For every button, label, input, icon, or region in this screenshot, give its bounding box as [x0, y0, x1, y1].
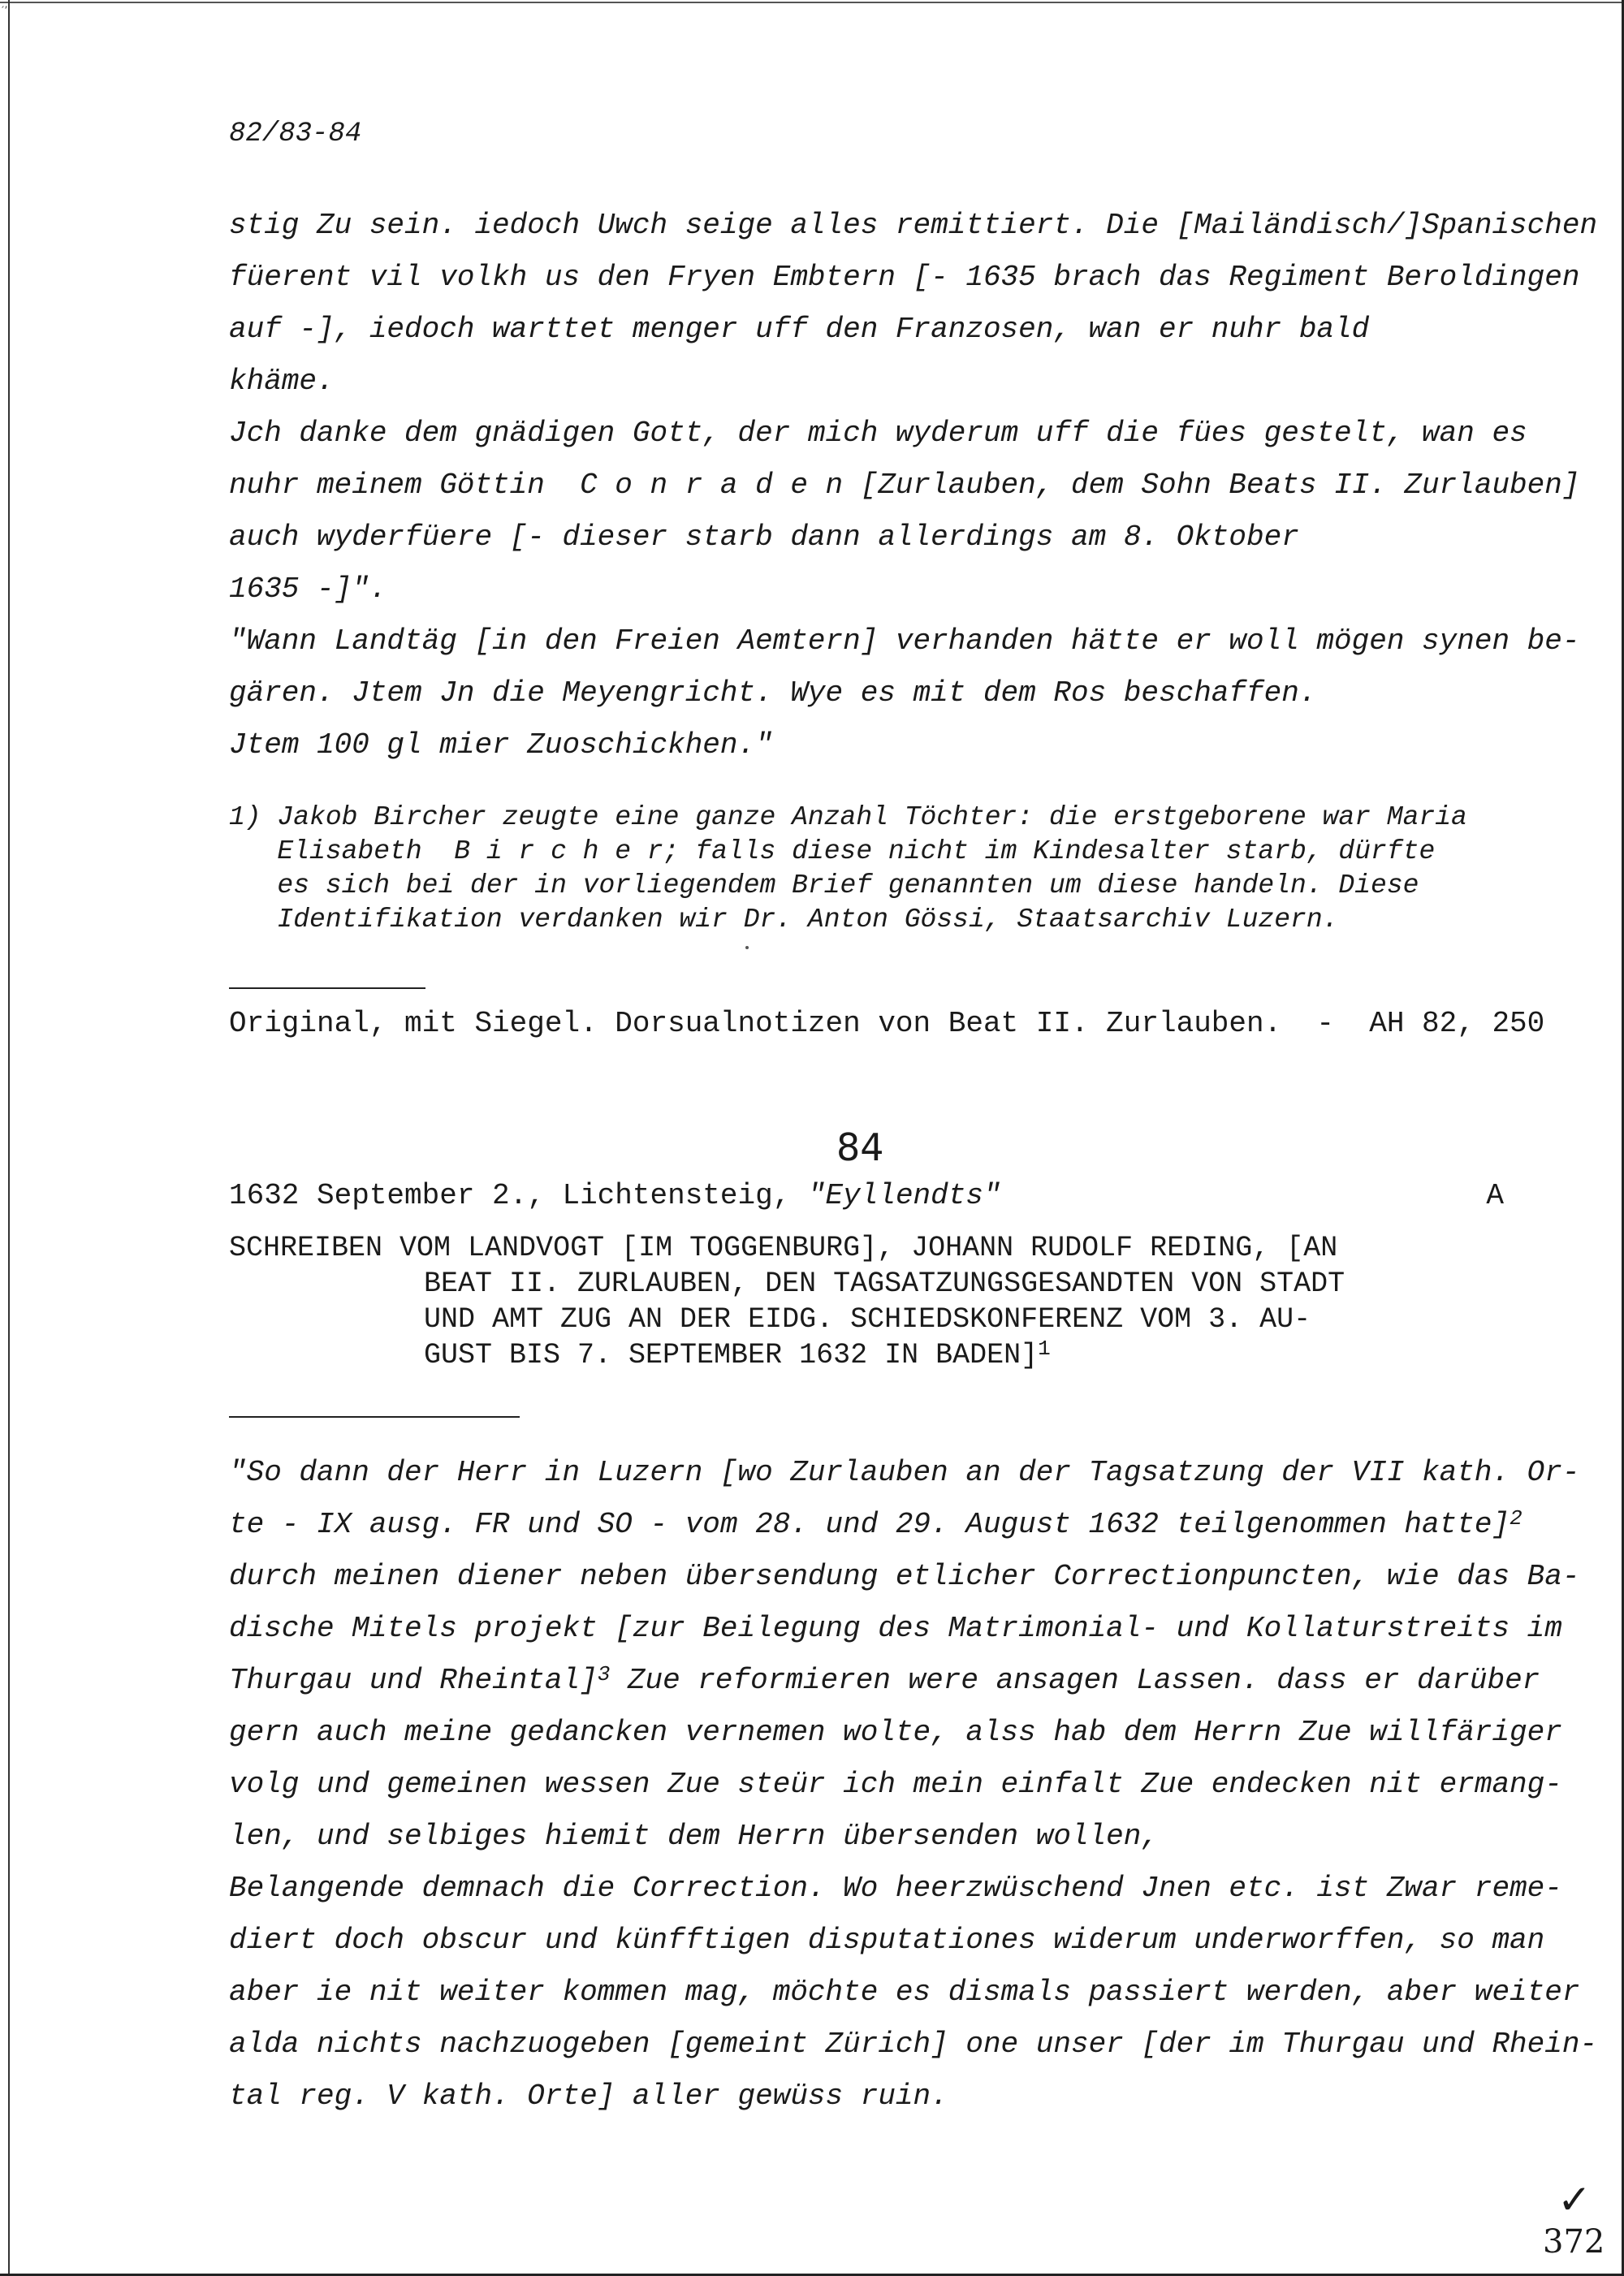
page-reference: 82/83-84 [229, 119, 362, 149]
text-line: Jtem 100 gl mier Zuoschickhen." [229, 728, 773, 762]
document-number: 84 [836, 1125, 884, 1169]
title-line: BEAT II. ZURLAUBEN, DEN TAGSATZUNGSGESANDTEN VON STADT [424, 1268, 1345, 1300]
document-title [229, 1230, 1528, 1373]
checkmark-annotation: ✓ [1557, 2176, 1592, 2223]
footnote-83 [229, 801, 1528, 937]
divider-rule [229, 1416, 520, 1418]
text-line: gären. Jtem Jn die Meyengricht. Wye es mit dem Ros beschaffen. [229, 676, 1317, 710]
text-line: füerent vil volkh us den Fryen Embtern [- 1635 brach das Regiment Beroldingen [229, 261, 1580, 294]
text-line: durch meinen diener neben übersendung etlicher Correctionpuncten, wie das Ba- [229, 1560, 1580, 1593]
text-line: diert doch obscur und künfftigen disputationes widerum underworffen, so man [229, 1924, 1545, 1957]
page-edge-top [0, 2, 1624, 3]
urgency-note: "Eyllendts" [807, 1179, 1001, 1212]
text-line: gern auch meine gedancken vernemen wolte, alss hab dem Herrn Zue willfäriger [229, 1716, 1562, 1749]
footnote-line: es sich bei der in vorliegendem Brief genannten um diese handeln. Diese [229, 870, 1419, 900]
footnote-line: Identifikation verdanken wir Dr. Anton Gössi, Staatsarchiv Luzern. [229, 905, 1339, 935]
footnote-ref: 1 [1038, 1337, 1051, 1361]
text-line: khäme. [229, 365, 335, 398]
text-line: dische Mitels projekt [zur Beilegung des Matrimonial- und Kollaturstreits im [229, 1612, 1562, 1645]
footnote-line: Elisabeth B i r c h e r; falls diese nicht im Kindesalter starb, dürfte [229, 836, 1436, 866]
title-line: UND AMT ZUG AN DER EIDG. SCHIEDSKONFERENZ VOM 3. AU- [424, 1303, 1311, 1336]
title-line [229, 1337, 1528, 1373]
text-line: "Wann Landtäg [in den Freien Aemtern] verhanden hätte er woll mögen synen be- [229, 624, 1580, 658]
title-line: SCHREIBEN VOM LANDVOGT [IM TOGGENBURG], JOHANN RUDOLF REDING, [AN [229, 1232, 1338, 1264]
text-line: aber ie nit weiter kommen mag, möchte es dismals passiert werden, aber weiter [229, 1976, 1580, 2009]
text-line: nuhr meinem Göttin C o n r a d e n [Zurlauben, dem Sohn Beats II. Zurlauben] [229, 469, 1580, 502]
text-line: Jch danke dem gnädigen Gott, der mich wyderum uff die fües gestelt, wan es [229, 417, 1527, 450]
text-segment: Zue reformieren were ansagen Lassen. dass er darüber [610, 1664, 1540, 1697]
text-line [229, 1655, 1540, 1707]
text-line: 1635 -]". [229, 572, 387, 606]
corner-mark: ′’ [2, 5, 8, 18]
text-line: alda nichts nachzuogeben [gemeint Zürich] one unser [der im Thurgau und Rhein- [229, 2028, 1598, 2061]
footnote-line: 1) Jakob Bircher zeugte eine ganze Anzahl Töchter: die erstgeborene war Maria [229, 802, 1467, 832]
date-place: 1632 September 2., Lichtensteig, [229, 1179, 808, 1212]
source-note-83: Original, mit Siegel. Dorsualnotizen von Beat II. Zurlauben. - AH 82, 250 [229, 1007, 1545, 1040]
text-line: auf -], iedoch warttet menger uff den Franzosen, wan er nuhr bald [229, 313, 1370, 346]
title-text: GUST BIS 7. SEPTEMBER 1632 IN BADEN] [424, 1339, 1039, 1371]
text-line: len, und selbiges hiemit dem Herrn übersenden wollen, [229, 1820, 1159, 1853]
text-segment: Thurgau und Rheintal] [229, 1664, 598, 1697]
text-line: auch wyderfüere [- dieser starb dann allerdings am 8. Oktober [229, 520, 1299, 554]
divider-rule [229, 987, 425, 989]
text-line: Belangende demnach die Correction. Wo heerzwüschend Jnen etc. ist Zwar reme- [229, 1872, 1562, 1905]
page-edge-left [8, 0, 10, 2276]
date-place-line [229, 1179, 1504, 1212]
text-line: stig Zu sein. iedoch Uwch seige alles remittiert. Die [Mailändisch/]Spanischen [229, 209, 1598, 242]
text-line: volg und gemeinen wessen Zue steür ich mein einfalt Zue endecken nit ermang- [229, 1768, 1562, 1801]
footnote-ref: 2 [1510, 1506, 1522, 1531]
text-line [229, 1499, 1528, 1551]
letter-83-text [229, 200, 1598, 771]
handwritten-page-number: 372 [1543, 2223, 1605, 2261]
text-line: tal reg. V kath. Orte] aller gewüss ruin. [229, 2079, 948, 2113]
ink-dot [745, 946, 749, 949]
text-segment: te - IX ausg. FR und SO - vom 28. und 29. August 1632 teilgenommen hatte] [229, 1508, 1510, 1541]
footnote-ref: 3 [597, 1662, 611, 1686]
copy-type-letter: A [1486, 1179, 1504, 1212]
letter-84-text [229, 1447, 1598, 2123]
text-line: "So dann der Herr in Luzern [wo Zurlauben an der Tagsatzung der VII kath. Or- [229, 1456, 1580, 1489]
